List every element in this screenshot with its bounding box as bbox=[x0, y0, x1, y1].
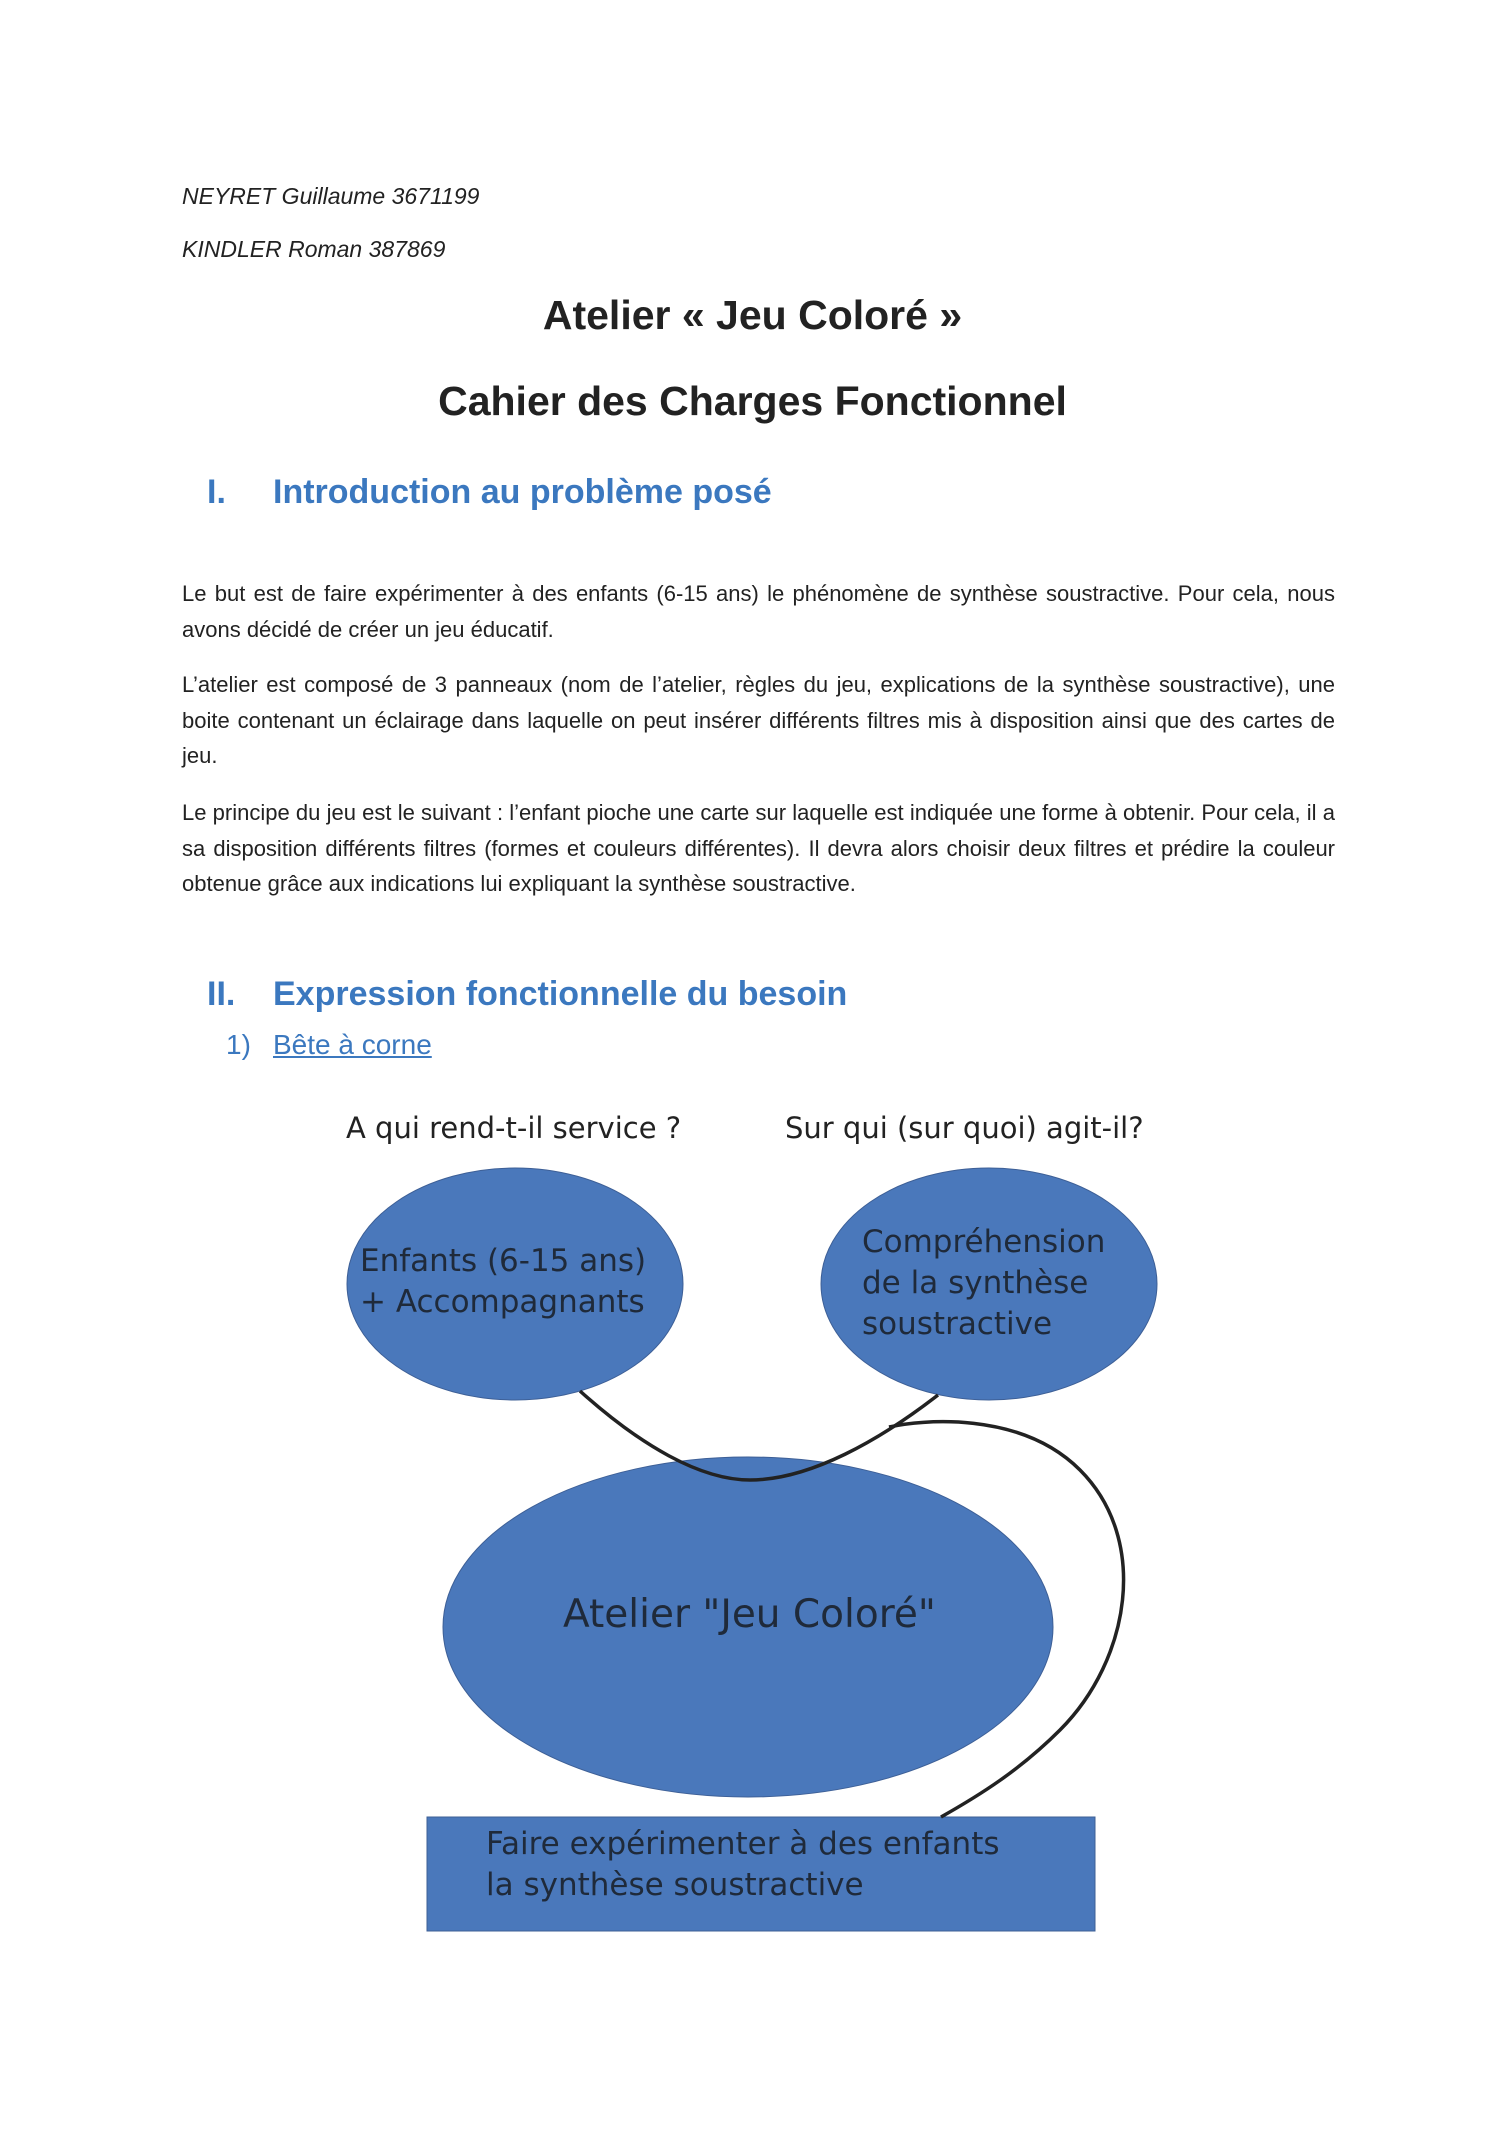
right-ellipse-text bbox=[862, 1222, 1105, 1345]
left-ellipse-text bbox=[360, 1241, 646, 1323]
center-ellipse-text: Atelier "Jeu Coloré" bbox=[563, 1592, 936, 1637]
section-2-number: II. bbox=[207, 975, 236, 1013]
goal-box-text bbox=[486, 1824, 1000, 1906]
paragraph-2: L’atelier est composé de 3 panneaux (nom de l’atelier, règles du jeu, explications de la synthèse soustractive), une boite contenant un éclairage dans laquelle on peut insérer différents filtres mis à disposition ainsi que des cartes de jeu. bbox=[182, 672, 1335, 768]
diagram-label-left: A qui rend-t-il service ? bbox=[346, 1111, 682, 1145]
document-subtitle: Cahier des Charges Fonctionnel bbox=[438, 378, 1067, 424]
goal-box-line-2: la synthèse soustractive bbox=[486, 1867, 864, 1903]
author-1: NEYRET Guillaume 3671199 bbox=[182, 183, 480, 209]
left-ellipse-line-2: + Accompagnants bbox=[360, 1284, 645, 1320]
subsection-link[interactable]: Bête à corne bbox=[273, 1029, 432, 1060]
right-ellipse-line-1: Compréhension bbox=[862, 1224, 1106, 1260]
document-title: Atelier « Jeu Coloré » bbox=[542, 292, 963, 338]
section-1-heading: Introduction au problème posé bbox=[273, 473, 772, 511]
left-ellipse-line-1: Enfants (6-15 ans) bbox=[360, 1243, 647, 1279]
paragraph-1: Le but est de faire expérimenter à des enfants (6-15 ans) le phénomène de synthèse soustractive. Pour cela, nous avons décidé de créer un jeu éducatif. bbox=[182, 581, 1335, 642]
author-2: KINDLER Roman 387869 bbox=[182, 236, 446, 262]
subsection-number: 1) bbox=[226, 1029, 251, 1060]
paragraph-3: Le principe du jeu est le suivant : l’enfant pioche une carte sur laquelle est indiquée une forme à obtenir. Pour cela, il a sa disposition différents filtres (formes et couleurs différentes). Il devra alors choisir deux filtres et prédire la couleur obtenue grâce aux indications lui expliquant la synthèse soustractive. bbox=[182, 800, 1335, 896]
right-ellipse-line-2: de la synthèse bbox=[862, 1265, 1089, 1301]
goal-box-line-1: Faire expérimenter à des enfants bbox=[486, 1826, 1000, 1862]
diagram-label-right: Sur qui (sur quoi) agit-il? bbox=[785, 1111, 1144, 1145]
right-ellipse-line-3: soustractive bbox=[862, 1306, 1053, 1342]
section-2-heading: Expression fonctionnelle du besoin bbox=[273, 975, 848, 1013]
section-1-number: I. bbox=[207, 473, 226, 511]
